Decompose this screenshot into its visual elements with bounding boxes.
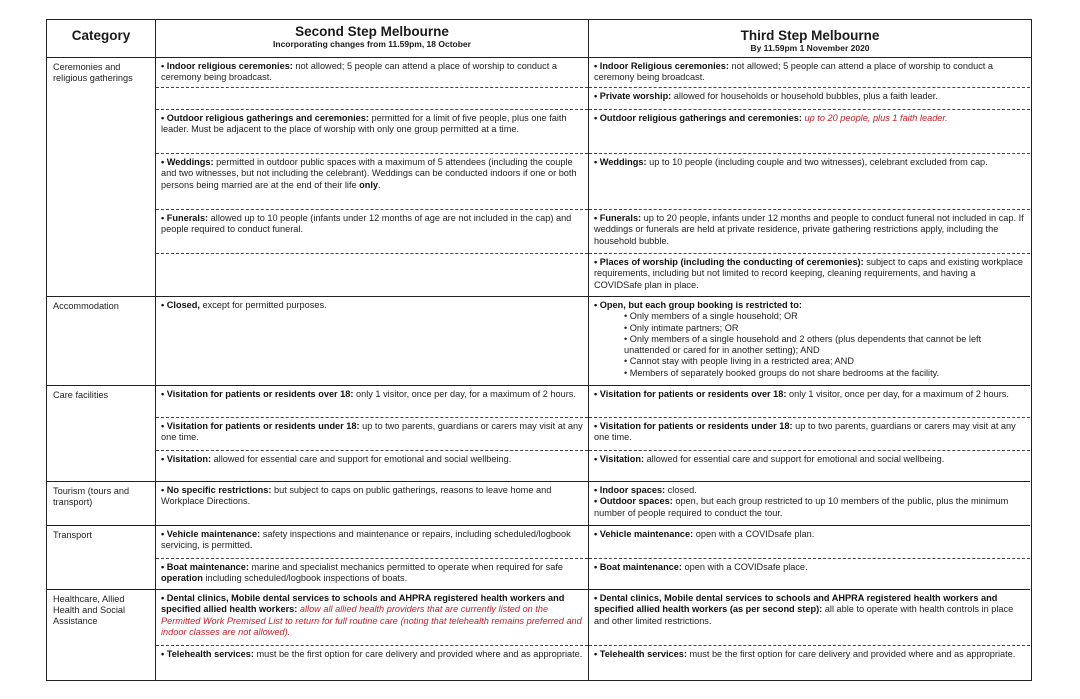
rule-cell: • Visitation: allowed for essential care and support for emotional and social wellbeing.	[161, 454, 512, 464]
header-second-step	[156, 20, 589, 58]
rule-cell: • Vehicle maintenance: safety inspections and maintenance or repairs, including scheduled/logbook servicing, is permitted.	[156, 526, 588, 559]
list-item: • Only members of a single household; OR	[624, 311, 798, 322]
third-step-column	[589, 58, 1030, 296]
rule-cell: • Telehealth services: must be the first option for care delivery and provided where and as appropriate.	[594, 649, 1016, 659]
rule-cell: • Boat maintenance: marine and specialist mechanics permitted to operate when required for safe operation including scheduled/logbook inspections of boats.	[161, 562, 564, 584]
rule-cell: • Outdoor religious gatherings and ceremonies: permitted for a limit of five people, plus one faith leader. Must be adjacent to the place of worship with only one group permitted at a time.	[156, 110, 588, 154]
rule-cell: • Private worship: allowed for households or household bubbles, plus a faith leader.	[589, 88, 1030, 110]
category-label: Care facilities	[47, 386, 156, 481]
list-item: • Members of separately booked groups do not share bedrooms at the facility.	[624, 367, 940, 378]
list-item: • Only intimate partners; OR	[624, 322, 739, 333]
rule-cell: • Visitation for patients or residents under 18: up to two parents, guardians or carers may visit at any one time.	[589, 418, 1030, 451]
category-label: Tourism (tours and transport)	[47, 482, 156, 525]
section-healthcare	[47, 590, 1030, 680]
section-accommodation	[47, 297, 1030, 386]
rule-cell: • Outdoor religious gatherings and ceremonies: up to 20 people, plus 1 faith leader.	[589, 110, 1030, 154]
rule-cell: • Dental clinics, Mobile dental services to schools and AHPRA registered health workers and specified allied health workers (as per second step): all able to operate with health controls in place and other limited restrictions.	[589, 590, 1030, 646]
category-label: Ceremonies and religious gatherings	[47, 58, 156, 296]
header-category	[47, 20, 156, 58]
category-label: Transport	[47, 526, 156, 589]
category-label: Accommodation	[47, 297, 156, 385]
section-ceremonies	[47, 58, 1030, 297]
restrictions-table	[46, 19, 1032, 681]
second-step-column	[156, 526, 589, 589]
rule-cell: • Weddings: permitted in outdoor public spaces with a maximum of 5 attendees (including the couple and two witnesses, but not including the celebrant). Weddings can be conducted indoors if one or both persons being married are at the end of their life only.	[156, 154, 588, 210]
rule-cell: • No specific restrictions: but subject to caps on public gatherings, reasons to leave home and Workplace Directions.	[161, 485, 552, 507]
third-step-column	[589, 297, 1030, 385]
third-step-column	[589, 590, 1030, 680]
header-second-subtitle: Incorporating changes from 11.59pm, 18 October	[273, 39, 471, 49]
empty-cell	[156, 254, 588, 297]
rule-cell: • Indoor Religious ceremonies: not allowed; 5 people can attend a place of worship to conduct a ceremony being broadcast.	[589, 58, 1030, 88]
rule-cell: • Vehicle maintenance: open with a COVIDsafe plan.	[589, 526, 1030, 559]
header-second-title: Second Step Melbourne	[295, 24, 449, 39]
header-third-title: Third Step Melbourne	[740, 28, 880, 43]
third-step-column	[589, 386, 1030, 481]
header-third-subtitle: By 11.59pm 1 November 2020	[750, 43, 870, 53]
rule-cell: • Visitation for patients or residents over 18: only 1 visitor, once per day, for a maximum of 2 hours.	[589, 386, 1030, 418]
rule-cell: • Places of worship (including the conducting of ceremonies): subject to caps and existing workplace requirements, including but not limited to record keeping, cleaning requirements, and having a COVIDSafe plan in place.	[594, 257, 1024, 290]
second-step-column	[156, 386, 589, 481]
rule-cell: • Indoor religious ceremonies: not allowed; 5 people can attend a place of worship to conduct a ceremony being broadcast.	[156, 58, 588, 88]
empty-cell	[156, 88, 588, 110]
list-item: • Only members of a single household and 2 others (plus dependents that cannot be left unattended or cared for in another setting); AND	[624, 333, 982, 356]
rule-cell: • Boat maintenance: open with a COVIDsafe place.	[594, 562, 808, 572]
section-care-facilities	[47, 386, 1030, 482]
rule-cell: • Visitation for patients or residents over 18: only 1 visitor, once per day, for a maximum of 2 hours.	[156, 386, 588, 418]
rule-cell: • Telehealth services: must be the first option for care delivery and provided where and as appropriate.	[161, 649, 583, 659]
header-category-label: Category	[71, 28, 131, 43]
second-step-column	[156, 482, 589, 525]
second-step-column	[156, 297, 589, 385]
section-tourism	[47, 482, 1030, 526]
rule-cell: • Visitation: allowed for essential care and support for emotional and social wellbeing.	[594, 454, 945, 464]
category-label: Healthcare, Allied Health and Social Assistance	[47, 590, 156, 680]
third-step-column	[589, 482, 1030, 525]
rule-cell: • Visitation for patients or residents under 18: up to two parents, guardians or carers may visit at any one time.	[156, 418, 588, 451]
rule-cell: • Funerals: up to 20 people, infants under 12 months and people to conduct funeral not included in cap. If weddings or funerals are held at private residence, private gathering restrictions apply, including the household bubble.	[589, 210, 1030, 254]
section-transport	[47, 526, 1030, 590]
third-step-column	[589, 526, 1030, 589]
rule-cell: • Open, but each group booking is restricted to: • Only members of a single household; OR • Only intimate partners; OR • Only members of a single household and 2 others (plus dependents that cannot be left unattended or cared for in another setting); AND • Cannot stay with people living in a restricted area; AND • Members of separately booked groups do not share bedrooms at the facility.	[589, 297, 1030, 386]
header-third-step	[589, 20, 1031, 58]
rule-cell: • Weddings: up to 10 people (including couple and two witnesses), celebrant excluded from cap.	[589, 154, 1030, 210]
second-step-column	[156, 590, 589, 680]
rule-cell: • Indoor spaces: closed. • Outdoor spaces: open, but each group restricted to up 10 members of the public, plus the minimum number of people required to conduct the tour.	[594, 485, 1009, 518]
second-step-column	[156, 58, 589, 296]
rule-cell: • Funerals: allowed up to 10 people (infants under 12 months of age are not included in the cap) and people required to conduct funeral.	[156, 210, 588, 254]
rule-cell: • Dental clinics, Mobile dental services to schools and AHPRA registered health workers and specified allied health workers: allow all allied health providers that are currently listed on the Permitted Work Premised List to return for full routine care (noting that telehealth remains preferred and indoor classes are not allowed).	[156, 590, 588, 646]
list-item: • Cannot stay with people living in a restricted area; AND	[624, 356, 854, 367]
rule-cell: • Closed, except for permitted purposes.	[161, 300, 327, 310]
